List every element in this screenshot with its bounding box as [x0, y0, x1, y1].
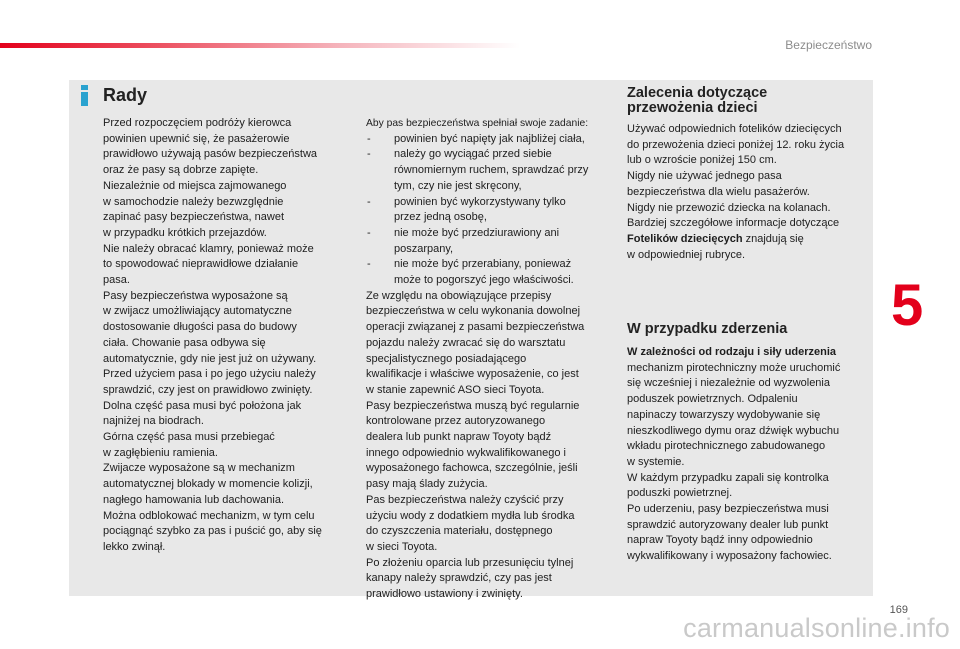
- list-item: - należy go wyciągać przed siebie równomiernym ruchem, sprawdzać przy tym, czy nie jest skręcony,: [367, 148, 589, 192]
- list-item: - powinien być napięty jak najbliżej ciała,: [367, 132, 585, 145]
- collision-heading: W przypadku zderzenia: [627, 321, 788, 337]
- list-item: - nie może być przedziurawiony ani poszarpany,: [367, 226, 560, 255]
- list-item: - nie może być przerabiany, ponieważ może to pogorszyć jego właściwości.: [367, 258, 574, 287]
- list-item: - powinien być wykorzystywany tylko przez jedną osobę,: [367, 195, 566, 224]
- tips-col2-intro: Aby pas bezpieczeństwa spełniał swoje zadanie:: [366, 118, 589, 129]
- tips-column-2: [366, 116, 616, 603]
- watermark: carmanualsonline.info: [683, 613, 950, 643]
- section-title: Bezpieczeństwo: [785, 38, 872, 52]
- child-seats-reference: Fotelików dziecięcych: [627, 232, 743, 245]
- tips-title: Rady: [103, 85, 148, 105]
- tips-col2-text: Ze względu na obowiązujące przepisy bezpieczeństwa w celu wykonania dowolnej operacji związanej z pasami bezpieczeństwa pojazdu należy zwracać się do warsztatu specjalistycznego posiadającego kwalifikacje i właściwe wyposażenie, co jest w stanie zapewnić ASO sieci Toyota. Pasy bezpieczeństwa muszą być regularnie kontrolowane przez autoryzowanego dealera lub punkt napraw Toyoty bądź innego odpowiednio wykwalifikowanego i wyposażonego fachowca, szczególnie, jeśli pasy mają ślady zużycia. Pas bezpieczeństwa należy czyścić przy użyciu wody z dodatkiem mydła lub środka do czyszczenia materiału, dostępnego w sieci Toyota. Po złożeniu oparcia lub przesunięciu tylnej kanapy należy sprawdzić, czy pas jest prawidłowo ustawiony i zwinięty.: [366, 289, 585, 601]
- header-accent-bar: [0, 43, 520, 48]
- chapter-number: 5: [891, 273, 924, 338]
- tips-col1-text: Przed rozpoczęciem podróży kierowca powinien upewnić się, że pasażerowie prawidłowo używają pasów bezpieczeństwa oraz że pasy są dobrze zapięte. Niezależnie od miejsca zajmowanego w samochodzie należy bezwzględnie zapinać pasy bezpieczeństwa, nawet w przypadku krótkich przejazdów. Nie należy obracać klamry, ponieważ może to spowodować nieprawidłowe działanie pasa. Pasy bezpieczeństwa wyposażone są w zwijacz umożliwiający automatyczne dostosowanie długości pasa do budowy ciała. Chowanie pasa odbywa się automatycznie, gdy nie jest już on używany. Przed użyciem pasa i po jego użyciu należy sprawdzić, czy jest on prawidłowo zwinięty. Dolna część pasa musi być położona jak najniżej na biodrach. Górna część pasa musi przebiegać w zagłębieniu ramienia. Zwijacze wyposażone są w mechanizm automatycznej blokady w momencie kolizji, nagłego hamowania lub dachowania. Można odblokować mechanizm, w tym celu pociągnąć szybko za pas i puścić go, aby się lekko zwinął.: [103, 117, 322, 553]
- child-transport-heading: Zalecenia dotyczące przewożenia dzieci: [627, 85, 768, 116]
- belt-requirements-list: [366, 132, 616, 289]
- info-icon: [79, 84, 90, 106]
- page-number: 169: [889, 604, 908, 616]
- tips-column-1: [103, 116, 353, 556]
- collision-text: W zależności od rodzaju i siły uderzenia mechanizm pirotechniczny może uruchomić się wcześniej i niezależnie od wyzwolenia poduszek powietrznych. Odpaleniu napinaczy towarzyszy wydobywanie się nieszkodliwego dymu oraz dźwięk wybuchu wkładu pirotechnicznego zabudowanego w systemie. W każdym przypadku zapali się kontrolka poduszki powietrznej. Po uderzeniu, pasy bezpieczeństwa musi sprawdzić autoryzowany dealer lub punkt napraw Toyoty bądź inny odpowiednio wykwalifikowany i wyposażony fachowiec.: [627, 346, 841, 563]
- child-transport-text: Używać odpowiednich fotelików dziecięcych do przewożenia dzieci poniżej 12. roku życia lub o wzroście poniżej 150 cm. Nigdy nie używać jednego pasa bezpieczeństwa dla wielu pasażerów. Nigdy nie przewozić dziecka na kolanach. Bardziej szczegółowe informacje dotyczące Fotelików dziecięcych znajdują się w odpowiedniej rubryce.: [627, 123, 845, 261]
